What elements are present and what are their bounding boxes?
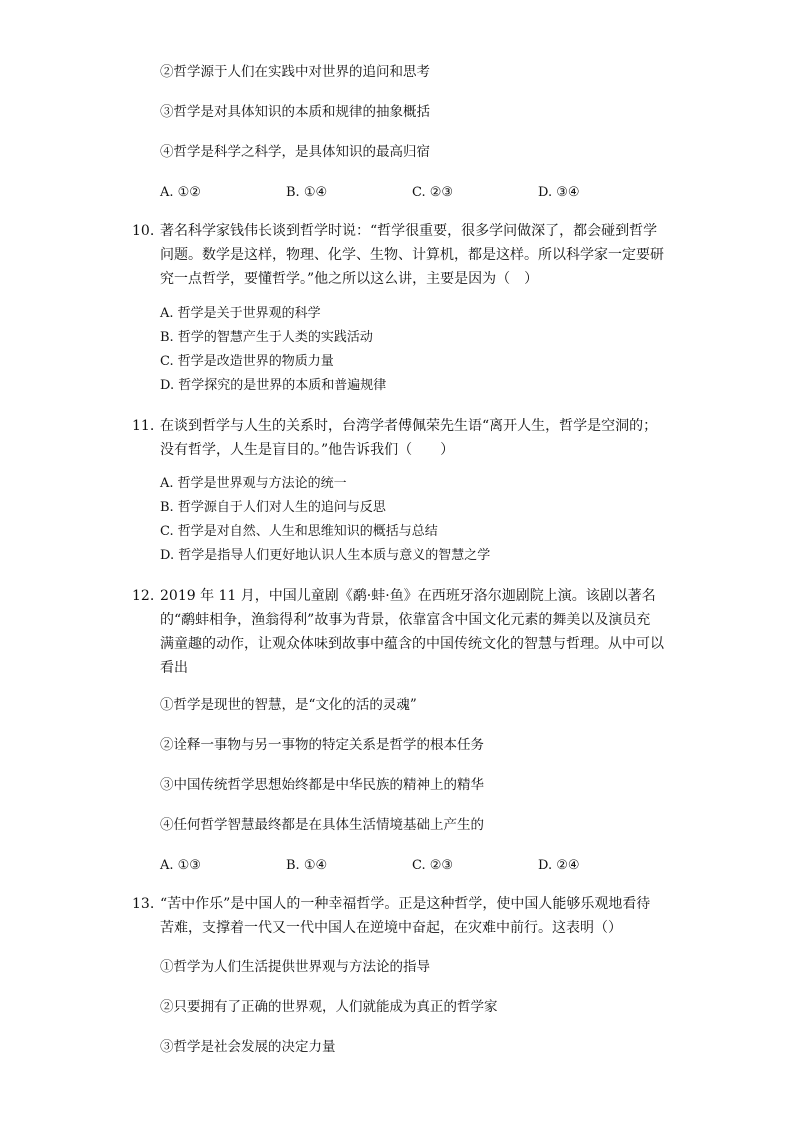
q9-choice-b: B. ①④ [286,185,328,200]
q12-statement-4: ④任何哲学智慧最终都是在具体生活情境基础上产生的 [160,817,484,833]
q11-option-b: B. 哲学源自于人们对人生的追问与反思 [160,500,386,515]
question-stem-line: 苦难，支撑着一代又一代中国人在逆境中奋起，在灾难中前行。这表明（） [160,920,622,936]
q10-option-a: A. 哲学是关于世界观的科学 [160,306,321,321]
question-stem-line: 看出 [160,660,188,676]
q11-option-c: C. 哲学是对自然、人生和思维知识的概括与总结 [160,524,438,539]
question-number: 13. [132,896,155,912]
question-10 [132,219,677,291]
q11-option-a: A. 哲学是世界观与方法论的统一 [160,476,347,491]
q12-statement-1: ①哲学是现世的智慧，是“文化的活的灵魂” [160,697,417,713]
question-number: 11. [132,418,155,434]
q10-option-d: D. 哲学探究的是世界的本质和普遍规律 [160,378,387,393]
q9-choice-c: C. ②③ [412,185,454,200]
q13-statement-3: ③哲学是社会发展的决定力量 [160,1039,336,1055]
q9-statement-3: ③哲学是对具体知识的本质和规律的抽象概括 [160,104,430,120]
q12-choice-b: B. ①④ [286,858,328,873]
question-stem-line: 2019 年 11 月，中国儿童剧《鹬·蚌·鱼》在西班牙洛尔迦剧院上演。该剧以著名 [160,588,656,604]
q10-option-b: B. 哲学的智慧产生于人类的实践活动 [160,330,373,345]
q11-option-d: D. 哲学是指导人们更好地认识人生本质与意义的智慧之学 [160,548,491,563]
question-stem-line: 著名科学家钱伟长谈到哲学时说：“哲学很重要，很多学问做深了，都会碰到哲学 [160,223,658,239]
question-number: 10. [132,223,155,239]
q10-option-c: C. 哲学是改造世界的物质力量 [160,354,334,369]
question-stem-line: 没有哲学，人生是盲目的。”他告诉我们（ ） [160,442,455,458]
q9-choice-a: A. ①② [160,185,201,200]
question-stem-line: 究一点哲学，要懂哲学。”他之所以这么讲，主要是因为（ ） [160,271,539,287]
q12-statement-2: ②诠释一事物与另一事物的特定关系是哲学的根本任务 [160,737,484,753]
q12-choice-c: C. ②③ [412,858,454,873]
question-stem-line: 问题。数学是这样，物理、化学、生物、计算机，都是这样。所以科学家一定要研 [160,247,664,263]
question-13 [132,892,677,940]
q13-statement-1: ①哲学为人们生活提供世界观与方法论的指导 [160,959,430,975]
q9-statement-4: ④哲学是科学之科学，是具体知识的最高归宿 [160,144,430,160]
q9-statement-2: ②哲学源于人们在实践中对世界的追问和思考 [160,64,430,80]
question-stem-line: 满童趣的动作，让观众体味到故事中蕴含的中国传统文化的智慧与哲理。从中可以 [160,636,664,652]
question-stem-line: 的“鹬蚌相争，渔翁得利”故事为背景，依靠富含中国文化元素的舞美以及演员充 [160,612,651,628]
question-number: 12. [132,588,155,604]
question-stem-line: “苦中作乐”是中国人的一种幸福哲学。正是这种哲学，使中国人能够乐观地看待 [160,896,651,912]
question-stem-line: 在谈到哲学与人生的关系时，台湾学者傅佩荣先生语“离开人生，哲学是空洞的； [160,418,658,434]
q12-choice-a: A. ①③ [160,858,201,873]
q12-choice-d: D. ②④ [538,858,580,873]
question-12 [132,584,677,680]
q12-statement-3: ③中国传统哲学思想始终都是中华民族的精神上的精华 [160,777,484,793]
q13-statement-2: ②只要拥有了正确的世界观，人们就能成为真正的哲学家 [160,999,498,1015]
question-11 [132,414,677,462]
q9-choice-d: D. ③④ [538,185,580,200]
